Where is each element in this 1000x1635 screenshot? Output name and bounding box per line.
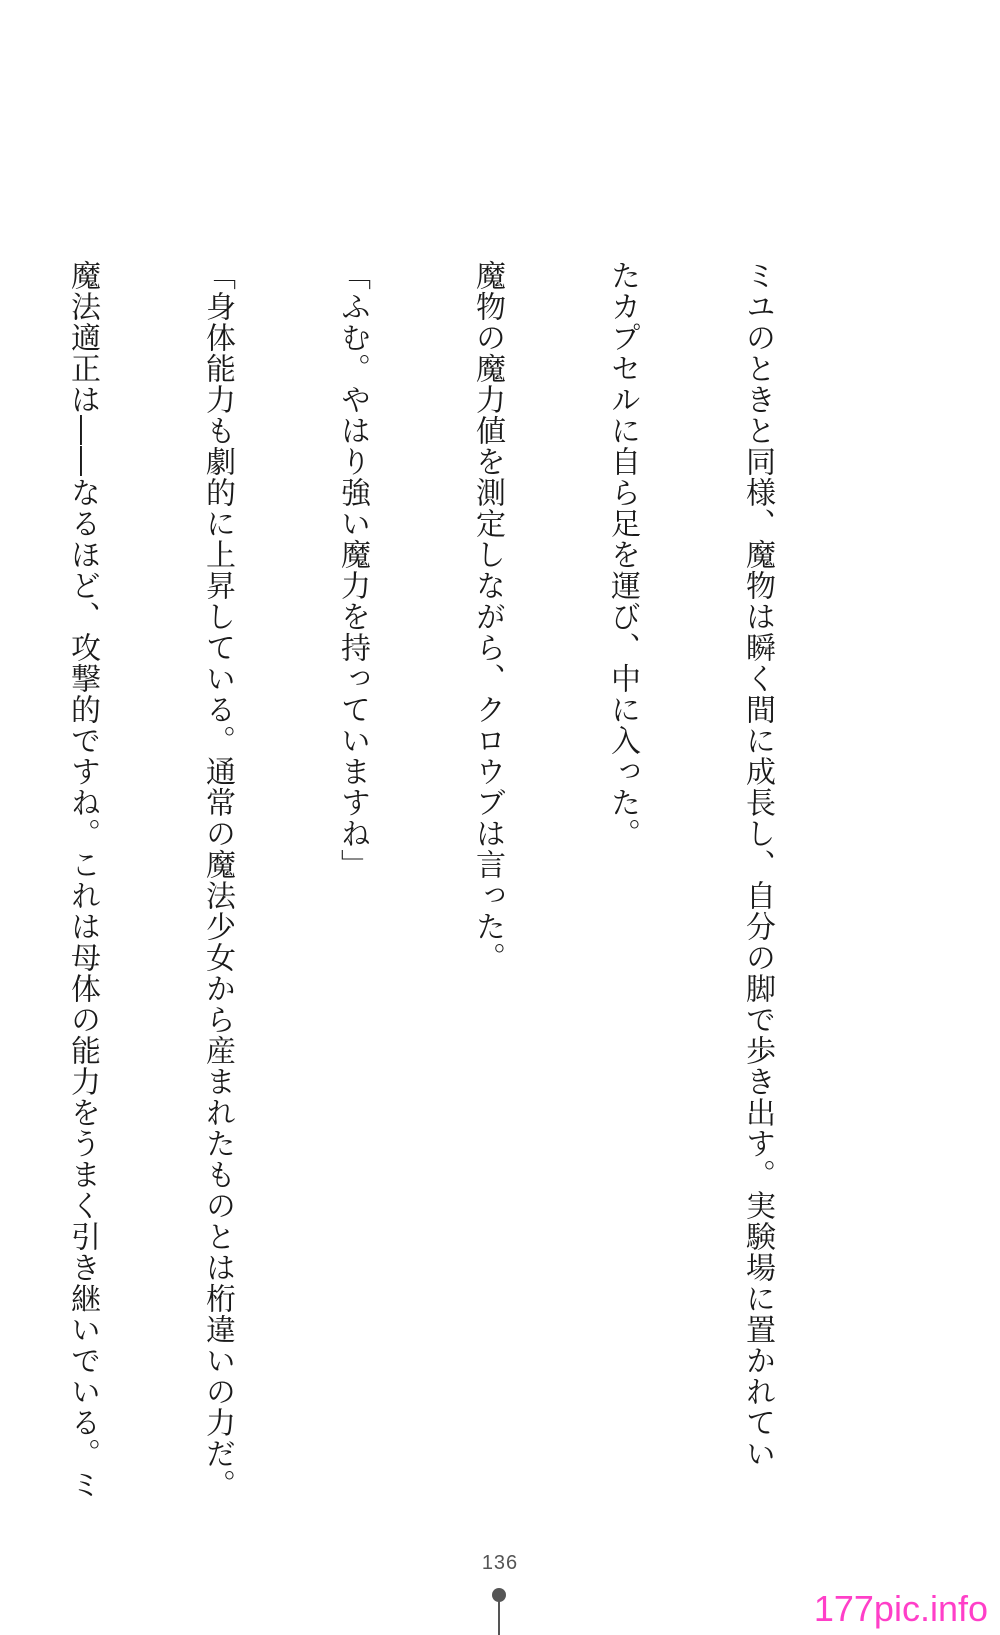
page-marker-line [498,1600,500,1635]
watermark-link[interactable]: 177pic.info [813,1588,988,1629]
text-line: たカプセルに自ら足を運び、中に入った。 [605,260,640,849]
text-line: 魔物の魔力値を測定しながら、クロウブは言った。 [470,260,505,973]
page-number: 136 [481,1552,519,1574]
text-line: 魔法適正は――なるほど、攻撃的ですね。これは母体の能力をうまく引き継いでいる。ミ [65,260,100,1500]
text-line: 「身体能力も劇的に上昇している。通常の魔法少女から産まれたものとは桁違いの力だ。 [200,260,235,1500]
body-text [0,260,870,1500]
text-line: 「ふむ。やはり強い魔力を持っていますね」 [335,260,370,880]
text-line: ミユのときと同様、魔物は瞬く間に成長し、自分の脚で歩き出す。実験場に置かれてい [740,260,775,1469]
